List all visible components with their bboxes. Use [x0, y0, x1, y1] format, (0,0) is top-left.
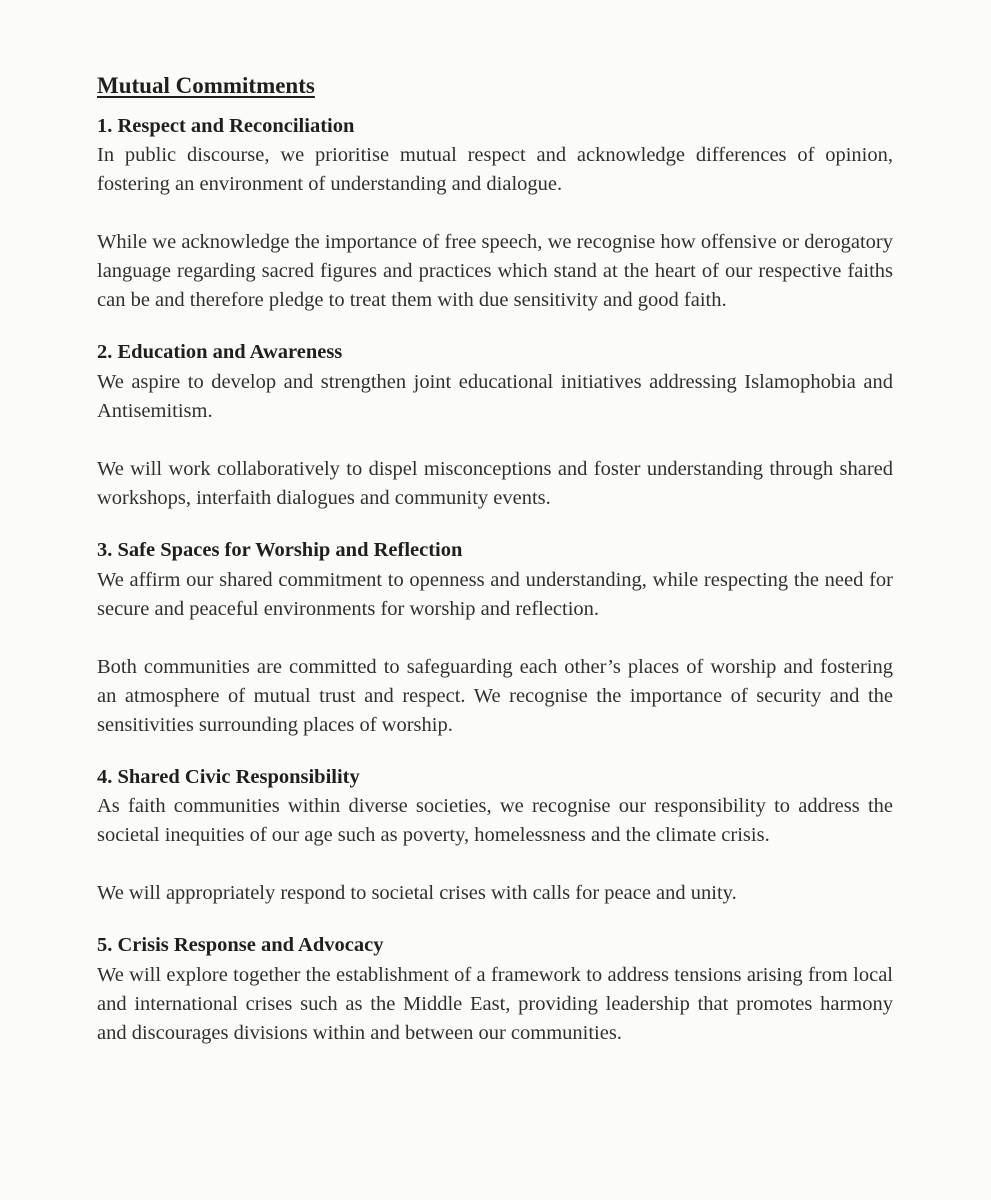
section-heading: 3. Safe Spaces for Worship and Reflection [97, 539, 463, 562]
document-title: Mutual Commitments [97, 73, 315, 98]
section-safe-spaces [97, 537, 893, 740]
section-heading: 2. Education and Awareness [97, 341, 343, 364]
section-heading: 4. Shared Civic Responsibility [97, 765, 360, 788]
section-education-and-awareness [97, 339, 893, 513]
section-heading: 1. Respect and Reconciliation [97, 114, 355, 137]
section-shared-civic-responsibility [97, 764, 893, 909]
section-respect-and-reconciliation [97, 113, 893, 316]
paragraph: We will work collaboratively to dispel misconceptions and foster understanding through shared workshops, interfaith dialogues and community events. [97, 458, 893, 510]
section-crisis-response-and-advocacy [97, 932, 893, 1048]
paragraph: We will appropriately respond to societal crises with calls for peace and unity. [97, 882, 737, 905]
paragraph: Both communities are committed to safeguarding each other’s places of worship and fostering an atmosphere of mutual trust and respect. We recognise the importance of security and the sensitivities surrounding places of worship. [97, 655, 893, 736]
paragraph: While we acknowledge the importance of free speech, we recognise how offensive or derogatory language regarding sacred figures and practices which stand at the heart of our respective faiths can be and therefore pledge to treat them with due sensitivity and good faith. [97, 231, 893, 312]
paragraph: As faith communities within diverse societies, we recognise our responsibility to address the societal inequities of our age such as poverty, homelessness and the climate crisis. [97, 795, 893, 847]
section-heading: 5. Crisis Response and Advocacy [97, 934, 384, 957]
paragraph: In public discourse, we prioritise mutual respect and acknowledge differences of opinion, fostering an environment of understanding and dialogue. [97, 144, 893, 196]
paragraph: We aspire to develop and strengthen joint educational initiatives addressing Islamophobia and Antisemitism. [97, 371, 893, 423]
paragraph: We affirm our shared commitment to openness and understanding, while respecting the need for secure and peaceful environments for worship and reflection. [97, 568, 893, 620]
paragraph: We will explore together the establishment of a framework to address tensions arising from local and international crises such as the Middle East, providing leadership that promotes harmony and discourages divisions within and between our communities. [97, 963, 893, 1044]
